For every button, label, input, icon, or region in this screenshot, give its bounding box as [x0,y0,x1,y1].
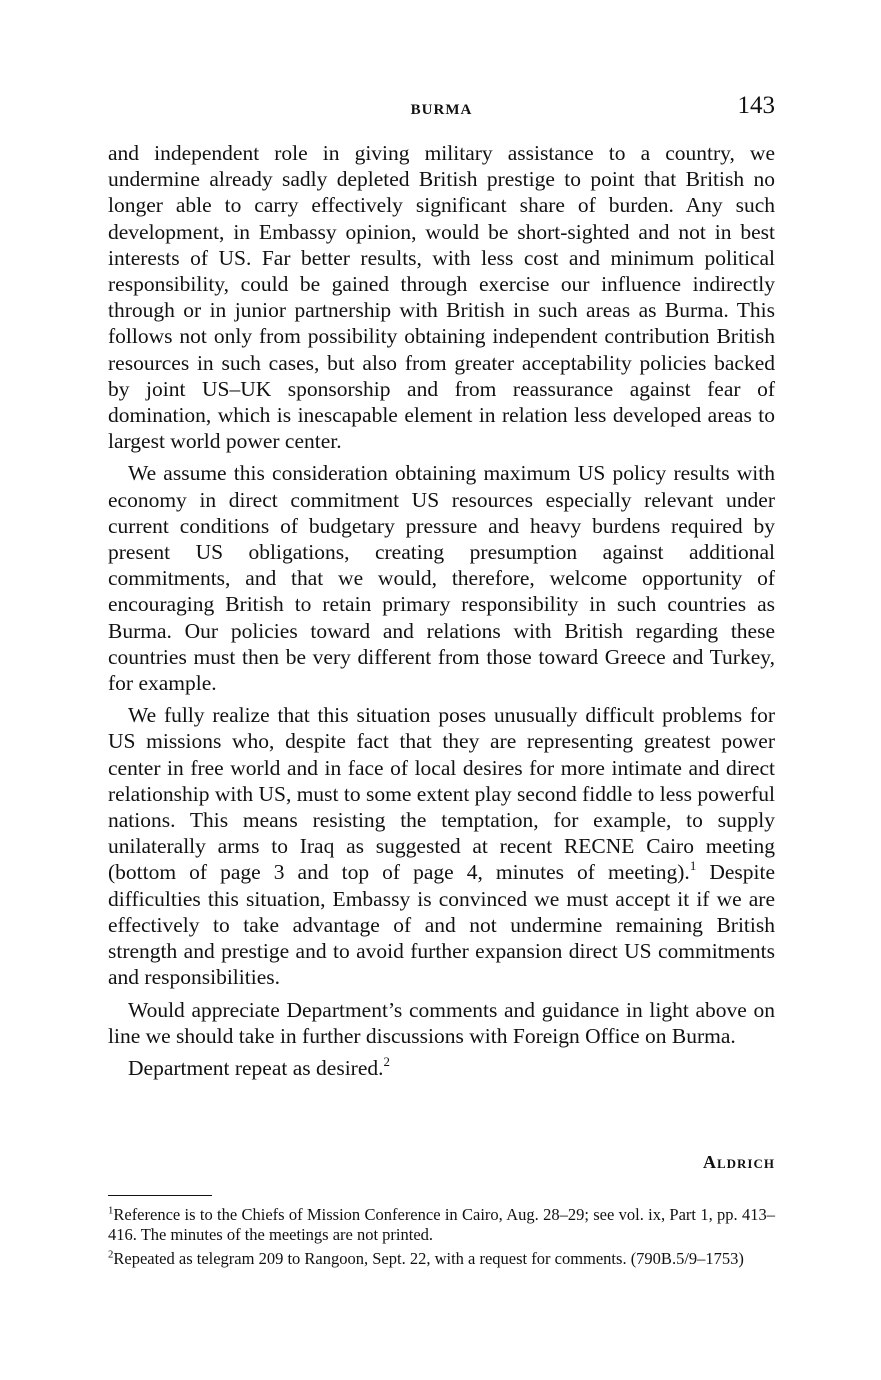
footnote-2-text: Repeated as telegram 209 to Rangoon, Sept. 22, with a request for comments. (790B.5/9–1753) [113,1249,744,1268]
footnote-1-text: Reference is to the Chiefs of Mission Conference in Cairo, Aug. 28–29; see vol. ix, Part 1, pp. 413–416. The minutes of the meetings are not printed. [108,1205,775,1244]
paragraph-3-continuation: Despite difficulties this situation, Embassy is convinced we must accept it if we are effectively to take advantage of and not undermine remaining British strength and prestige and to avoid further expansion direct US commitments and responsibilities. [108,860,775,990]
paragraph-2: We assume this consideration obtaining maximum US policy results with economy in direct commitment US resources especially relevant under current conditions of budgetary pressure and heavy burdens required by present US obligations, creating presumption against additional commitments, and that we would, therefore, welcome opportunity of encouraging British to retain primary responsibility in such countries as Burma. Our policies toward and relations with British regarding these countries must then be very different from those toward Greece and Turkey, for example. [108,461,775,696]
paragraph-1: and independent role in giving military assistance to a country, we undermine already sadly depleted British prestige to point that British no longer able to carry effectively significant share of burden. Any such development, in Embassy opinion, would be short-sighted and not in best interests of US. Far better results, with less cost and minimum political responsibility, could be gained through exercise our influence indirectly through or in junior partnership with British in such areas as Burma. This follows not only from possibility obtaining independent contribution British resources in such cases, but also from greater acceptability policies backed by joint US–UK sponsorship and from reassurance against fear of domination, which is inescapable element in relation less developed areas to largest world power center. [108,141,775,454]
running-head-title: BURMA [410,102,473,118]
footnote-2-marker: 2 [108,1248,114,1261]
footnote-ref-2[interactable]: 2 [383,1054,390,1069]
paragraph-4: Would appreciate Department’s comments and guidance in light above on line we should take in further discussions with Foreign Office on Burma. [108,997,775,1048]
paragraph-3-text: We fully realize that this situation poses unusually difficult problems for US missions who, despite fact that they are representing greatest power center in free world and in face of local desires for more intimate and direct relationship with US, must to some extent play second fiddle to less powerful nations. This means resisting the temptation, for example, to supply unilaterally arms to Iraq as suggested at recent RECNE Cairo meeting (bottom of page 3 and top of page 4, minutes of meeting). [108,703,775,885]
paragraph-3 [108,702,775,990]
footnote-divider [108,1195,212,1196]
footnote-ref-1[interactable]: 1 [689,859,697,874]
footnotes [108,1205,775,1273]
signature: Aldrich [702,1152,775,1172]
body-text [108,140,775,1087]
page-number: 143 [737,92,775,119]
footnote-2 [108,1249,775,1269]
running-head [108,92,775,122]
footnote-1 [108,1205,775,1245]
footnote-1-marker: 1 [108,1204,114,1217]
paragraph-5-text: Department repeat as desired. [128,1055,384,1080]
paragraph-5 [108,1055,775,1081]
